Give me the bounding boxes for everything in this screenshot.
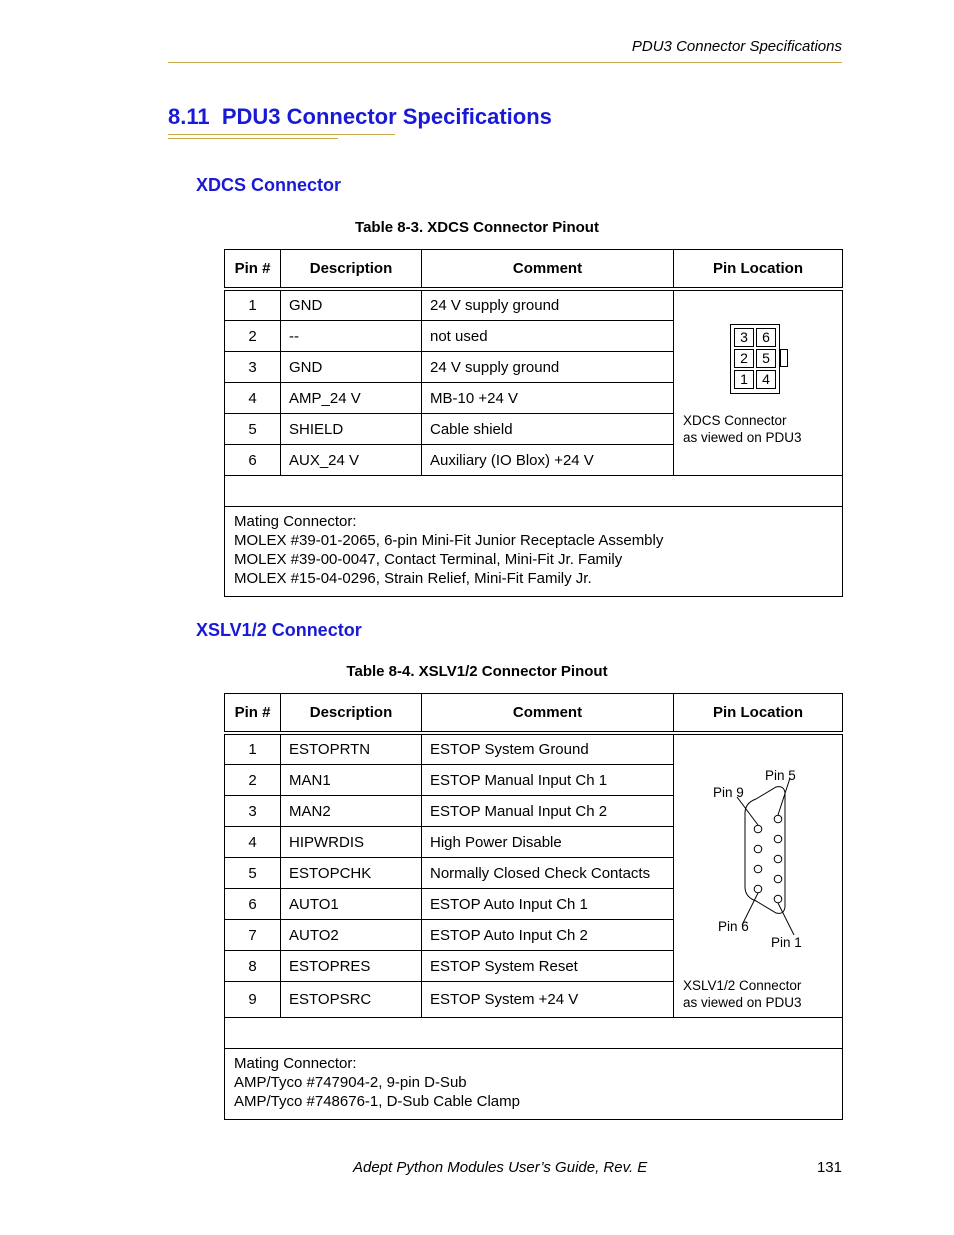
pin-comment: not used: [422, 321, 674, 352]
xslv-table-caption: Table 8-4. XSLV1/2 Connector Pinout: [346, 663, 608, 680]
pin-hole: [774, 855, 782, 863]
xdcs-cell: 1: [734, 370, 754, 389]
pin-comment: ESTOP Auto Input Ch 1: [422, 889, 674, 920]
xdcs-cell: 6: [756, 328, 776, 347]
footer-title: Adept Python Modules User’s Guide, Rev. E: [353, 1159, 648, 1176]
pin-description: HIPWRDIS: [281, 827, 422, 858]
pin-description: ESTOPRTN: [281, 735, 422, 765]
pin-number: 1: [225, 291, 281, 321]
pin-comment: MB-10 +24 V: [422, 383, 674, 414]
mating-row: [225, 507, 843, 597]
dsub-connector-diagram: [674, 735, 842, 1017]
pin-comment: ESTOP System Reset: [422, 951, 674, 982]
pin-hole: [754, 865, 762, 873]
pin-number: 4: [225, 383, 281, 414]
pin-comment: Normally Closed Check Contacts: [422, 858, 674, 889]
mating-connector-info: [225, 507, 843, 597]
mating-line: MOLEX #15-04-0296, Strain Relief, Mini-Fit Family Jr.: [234, 570, 592, 587]
pin-comment: Auxiliary (IO Blox) +24 V: [422, 445, 674, 476]
xslv-pinout-table: [224, 693, 843, 1120]
header-rule: [168, 62, 842, 63]
pin-hole: [774, 895, 782, 903]
mating-line: AMP/Tyco #748676-1, D-Sub Cable Clamp: [234, 1093, 520, 1110]
pin-number: 1: [225, 735, 281, 765]
mating-line: Mating Connector:: [234, 1055, 357, 1072]
pin-description: ESTOPSRC: [281, 982, 422, 1018]
xslv-diagram-caption: as viewed on PDU3: [683, 995, 802, 1010]
xdcs-heading: XDCS Connector: [196, 175, 342, 195]
table-header-row: [225, 694, 843, 732]
xdcs-latch: [780, 349, 788, 367]
pin-number: 3: [225, 796, 281, 827]
mating-connector-info: [225, 1049, 843, 1120]
pin-hole: [754, 845, 762, 853]
pin-label: Pin 1: [771, 935, 802, 950]
pin-holes: [754, 815, 782, 903]
pin-number: 2: [225, 321, 281, 352]
pin-description: --: [281, 321, 422, 352]
pin-comment: High Power Disable: [422, 827, 674, 858]
section-number: 8.11: [168, 104, 210, 129]
column-header: Pin Location: [674, 250, 843, 288]
column-header: Pin Location: [674, 694, 843, 732]
title-underline-short: [168, 138, 338, 139]
pin-description: GND: [281, 291, 422, 321]
pin-description: MAN2: [281, 796, 422, 827]
pin-comment: ESTOP System +24 V: [422, 982, 674, 1018]
pin-number: 5: [225, 414, 281, 445]
pin-description: AMP_24 V: [281, 383, 422, 414]
table-row: [225, 735, 843, 765]
xdcs-pinout-table: [224, 249, 843, 597]
column-header: Comment: [422, 250, 674, 288]
xdcs-table-caption: Table 8-3. XDCS Connector Pinout: [355, 219, 599, 236]
blank-row: [225, 1018, 843, 1049]
xdcs-diagram-caption: as viewed on PDU3: [683, 430, 802, 445]
pin-hole: [774, 815, 782, 823]
xdcs-pin-location: [674, 291, 843, 476]
pin-hole: [754, 885, 762, 893]
title-underline: [168, 134, 395, 135]
pin-description: MAN1: [281, 765, 422, 796]
pin-description: ESTOPCHK: [281, 858, 422, 889]
mating-line: MOLEX #39-00-0047, Contact Terminal, Mini-Fit Jr. Family: [234, 551, 623, 568]
leader-line: [737, 797, 758, 825]
pin-number: 4: [225, 827, 281, 858]
xdcs-connector-diagram: [730, 324, 780, 394]
dsub-shell-outline: [745, 787, 785, 914]
pin-comment: ESTOP Manual Input Ch 1: [422, 765, 674, 796]
blank-row: [225, 476, 843, 507]
mating-line: Mating Connector:: [234, 513, 357, 530]
pin-hole: [774, 835, 782, 843]
pin-number: 5: [225, 858, 281, 889]
pin-number: 2: [225, 765, 281, 796]
pin-description: AUTO2: [281, 920, 422, 951]
pin-description: ESTOPRES: [281, 951, 422, 982]
mating-line: AMP/Tyco #747904-2, 9-pin D-Sub: [234, 1074, 467, 1091]
column-header: Description: [281, 694, 422, 732]
running-header: PDU3 Connector Specifications: [631, 38, 842, 55]
pin-comment: 24 V supply ground: [422, 352, 674, 383]
column-header: Pin #: [225, 250, 281, 288]
pin-number: 3: [225, 352, 281, 383]
page-number: 131: [816, 1159, 842, 1176]
pin-number: 6: [225, 445, 281, 476]
pin-label: Pin 6: [718, 919, 749, 934]
pin-comment: ESTOP System Ground: [422, 735, 674, 765]
xdcs-cell: 2: [734, 349, 754, 368]
column-header: Description: [281, 250, 422, 288]
xslv-diagram-caption: XSLV1/2 Connector: [683, 978, 802, 993]
pin-number: 8: [225, 951, 281, 982]
pin-number: 6: [225, 889, 281, 920]
table-row: [225, 291, 843, 321]
pin-comment: ESTOP Manual Input Ch 2: [422, 796, 674, 827]
column-header: Comment: [422, 694, 674, 732]
mating-line: MOLEX #39-01-2065, 6-pin Mini-Fit Junior Receptacle Assembly: [234, 532, 664, 549]
table-header-row: [225, 250, 843, 288]
pin-comment: 24 V supply ground: [422, 291, 674, 321]
pin-hole: [754, 825, 762, 833]
xdcs-cell: 3: [734, 328, 754, 347]
pin-number: 7: [225, 920, 281, 951]
pin-description: AUX_24 V: [281, 445, 422, 476]
xslv-heading: XSLV1/2 Connector: [196, 620, 362, 640]
pin-label: Pin 5: [765, 768, 796, 783]
xdcs-diagram-caption: XDCS Connector: [683, 413, 787, 428]
leader-line: [778, 903, 794, 935]
pin-description: AUTO1: [281, 889, 422, 920]
mating-row: [225, 1049, 843, 1120]
section-title: [168, 104, 552, 130]
xdcs-cell: 4: [756, 370, 776, 389]
section-title-text: PDU3 Connector Specifications: [221, 104, 552, 129]
pin-hole: [774, 875, 782, 883]
pin-description: GND: [281, 352, 422, 383]
pin-number: 9: [225, 982, 281, 1018]
pin-comment: ESTOP Auto Input Ch 2: [422, 920, 674, 951]
pin-label: Pin 9: [713, 785, 744, 800]
pin-comment: Cable shield: [422, 414, 674, 445]
xslv-pin-location: [674, 735, 843, 1018]
xdcs-cell: 5: [756, 349, 776, 368]
pin-description: SHIELD: [281, 414, 422, 445]
column-header: Pin #: [225, 694, 281, 732]
